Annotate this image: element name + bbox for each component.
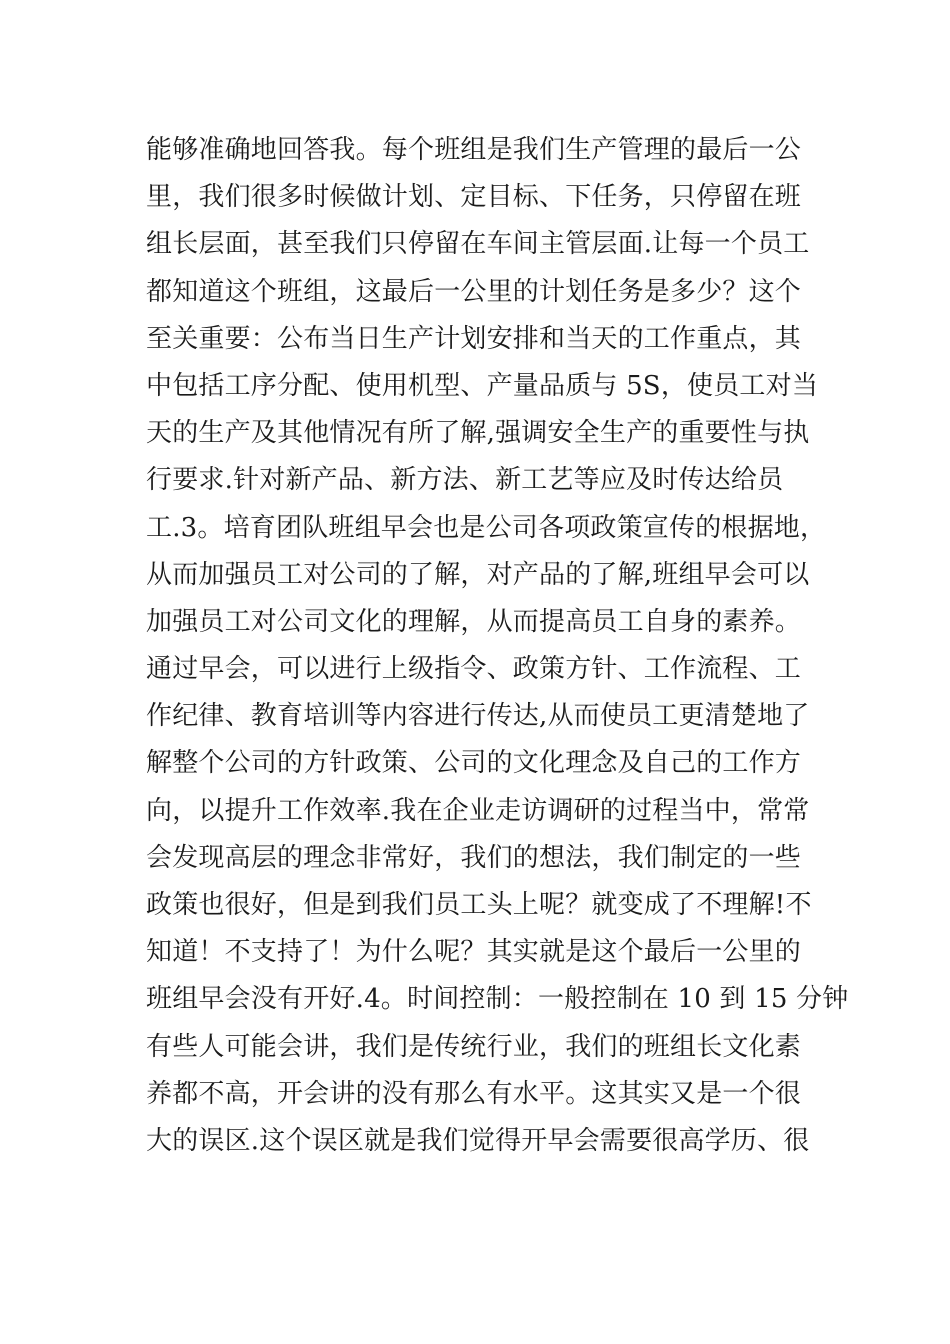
text-line: 从而加强员工对公司的了解，对产品的了解,班组早会可以: [146, 559, 810, 590]
text-line: 都知道这个班组，这最后一公里的计划任务是多少？这个: [146, 276, 802, 307]
text-line: 作纪律、教育培训等内容进行传达,从而使员工更清楚地了: [146, 701, 810, 732]
text-line: 至关重要：公布当日生产计划安排和当天的工作重点，其: [146, 323, 802, 354]
text-line: 班组早会没有开好.4。时间控制：一般控制在 10 到 15 分钟: [146, 984, 849, 1015]
text-line: 中包括工序分配、使用机型、产量品质与 5S，使员工对当: [146, 370, 819, 401]
text-line: 会发现高层的理念非常好，我们的想法，我们制定的一些: [146, 842, 802, 873]
text-line: 组长层面，甚至我们只停留在车间主管层面.让每一个员工: [146, 229, 810, 260]
text-line: 有些人可能会讲，我们是传统行业，我们的班组长文化素: [146, 1031, 802, 1062]
text-line: 政策也很好，但是到我们员工头上呢？就变成了不理解!不: [146, 890, 812, 920]
text-line: 解整个公司的方针政策、公司的文化理念及自己的工作方: [146, 748, 802, 779]
text-line: 工.3。培育团队班组早会也是公司各项政策宣传的根据地，: [146, 512, 827, 543]
text-line: 养都不高，开会讲的没有那么有水平。这其实又是一个很: [146, 1078, 802, 1109]
text-line: 里，我们很多时候做计划、定目标、下任务，只停留在班: [146, 182, 802, 213]
text-line: 加强员工对公司文化的理解，从而提高员工自身的素养。: [146, 606, 802, 637]
text-line: 大的误区.这个误区就是我们觉得开早会需要很高学历、很: [146, 1125, 810, 1156]
text-line: 知道！不支持了！为什么呢？其实就是这个最后一公里的: [146, 937, 802, 968]
text-line: 天的生产及其他情况有所了解,强调安全生产的重要性与执: [146, 418, 810, 449]
text-line: 向，以提升工作效率.我在企业走访调研的过程当中，常常: [146, 795, 810, 826]
text-line: 通过早会，可以进行上级指令、政策方针、工作流程、工: [146, 654, 802, 685]
body-text: [146, 127, 849, 1165]
text-line: 能够准确地回答我。每个班组是我们生产管理的最后一公: [146, 135, 802, 165]
text-line: 行要求.针对新产品、新方法、新工艺等应及时传达给员: [146, 465, 784, 496]
